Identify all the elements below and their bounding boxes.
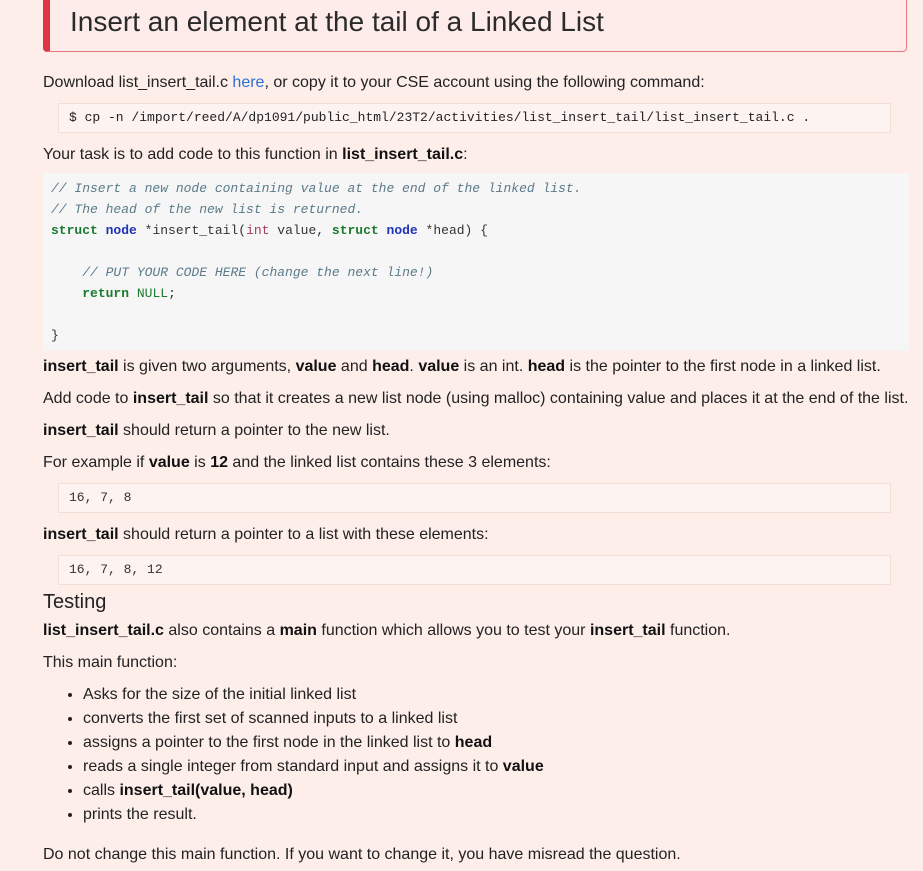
testing-paragraph: list_insert_tail.c also contains a main function which allows you to test your insert_tail function. (43, 622, 731, 639)
code-block[interactable]: // Insert a new node containing value at the end of the linked list. // The head of the new list is returned. struct node *insert_tail(int value, struct node *head) { // PUT YOUR CODE HERE (change the next line!) return NULL; } (43, 173, 909, 351)
code-comment: // PUT YOUR CODE HERE (change the next line!) (82, 265, 434, 280)
task-paragraph: Your task is to add code to this function in list_insert_tail.c: (43, 146, 468, 163)
final-note: Do not change this main function. If you want to change it, you have misread the question. (43, 846, 681, 863)
list-item: • assigns a pointer to the first node in the linked list to head (83, 731, 909, 755)
testing-heading: Testing (43, 591, 107, 613)
main-steps-list (43, 683, 909, 827)
list-item: • converts the first set of scanned inputs to a linked list (83, 707, 909, 731)
example-output-box: 16, 7, 8, 12 (58, 555, 891, 585)
copy-command[interactable]: $ cp -n /import/reed/A/dp1091/public_html/23T2/activities/list_insert_tail/list_insert_tail.c . (58, 103, 891, 133)
instruction-paragraph: Add code to insert_tail so that it creates a new list node (using malloc) containing value and places it at the end of the list. (43, 390, 909, 407)
exercise-header (43, 0, 907, 52)
code-comment: // The head of the new list is returned. (51, 202, 364, 217)
list-item: • reads a single integer from standard input and assigns it to value (83, 755, 909, 779)
expected-paragraph: insert_tail should return a pointer to a list with these elements: (43, 526, 489, 543)
list-item: • Asks for the size of the initial linked list (83, 683, 909, 707)
list-item: • calls insert_tail(value, head) (83, 779, 909, 803)
example-paragraph: For example if value is 12 and the linked list contains these 3 elements: (43, 454, 551, 471)
example-input-box: 16, 7, 8 (58, 483, 891, 513)
code-comment: // Insert a new node containing value at the end of the linked list. (51, 181, 582, 196)
main-intro: This main function: (43, 654, 178, 671)
main-content (43, 70, 909, 867)
download-paragraph: Download list_insert_tail.c here, or copy it to your CSE account using the following command: (43, 74, 705, 91)
download-link[interactable]: here (232, 74, 265, 91)
arguments-paragraph: insert_tail is given two arguments, value and head. value is an int. head is the pointer to the first node in a linked list. (43, 358, 881, 375)
list-item: • prints the result. (83, 803, 909, 827)
page-title: Insert an element at the tail of a Linked List (70, 6, 604, 37)
return-paragraph: insert_tail should return a pointer to the new list. (43, 422, 390, 439)
